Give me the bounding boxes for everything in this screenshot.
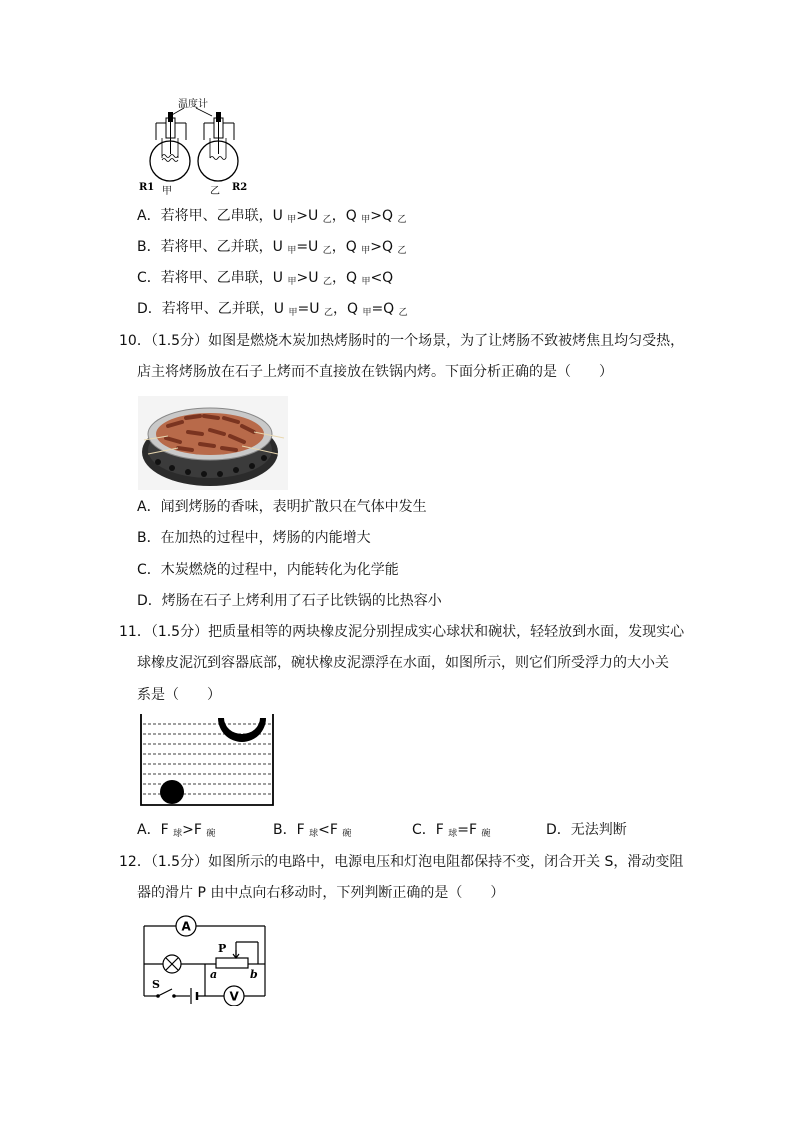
q12-stem-line1: 12．（1.5分）如图所示的电路中，电源电压和灯泡电阻都保持不变，闭合开关 S，滑动变阻 <box>119 854 684 870</box>
q11-option-d: D．无法判断 <box>546 822 627 838</box>
q11-option-c: C．F $_球$=F $_碗$ <box>412 822 491 839</box>
q10-option-b: B．在加热的过程中，烤肠的内能增大 <box>137 530 371 546</box>
q12-stem-line2: 器的滑片 P 由中点向右移动时，下列判断正确的是（ ） <box>137 885 505 901</box>
q9-option-c: C．若将甲、乙串联，U $_甲$>U $_乙$，Q $_甲$<Q <box>137 270 394 287</box>
bowl-shape <box>218 718 266 742</box>
q10-option-d: D．烤肠在石子上烤利用了石子比铁锅的比热容小 <box>137 593 442 609</box>
q12-figure-circuit <box>138 912 270 1006</box>
label-jia: 甲 <box>162 186 172 196</box>
q11-stem-line1: 11．（1.5分）把质量相等的两块橡皮泥分别捏成实心球状和碗状，轻轻放到水面，发现实心 <box>119 624 685 640</box>
flask-right <box>198 112 238 181</box>
q10-figure-grill-photo <box>138 396 288 490</box>
voltmeter-label: V <box>229 989 239 1004</box>
q9-option-d: D．若将甲、乙并联，U $_甲$=U $_乙$，Q $_甲$=Q $_乙$ <box>137 301 408 318</box>
label-yi: 乙 <box>210 186 220 196</box>
slider-label-p: P <box>218 942 227 955</box>
q11-option-b: B．F $_球$<F $_碗$ <box>273 822 352 839</box>
q11-stem-line3: 系是（ ） <box>137 687 221 703</box>
q10-option-a: A．闻到烤肠的香味，表明扩散只在气体中发生 <box>137 499 427 515</box>
ball-shape <box>160 780 184 804</box>
q10-option-c: C．木炭燃烧的过程中，内能转化为化学能 <box>137 562 399 578</box>
q10-stem-line2: 店主将烤肠放在石子上烤而不直接放在铁锅内烤。下面分析正确的是（ ） <box>137 364 613 380</box>
q9-figure-flasks <box>138 96 258 196</box>
label-r1: R1 <box>139 182 155 193</box>
q9-option-a: A．若将甲、乙串联，U $_甲$>U $_乙$，Q $_甲$>Q $_乙$ <box>137 208 407 225</box>
label-r2: R2 <box>232 182 248 193</box>
q9-option-b: B．若将甲、乙并联，U $_甲$=U $_乙$，Q $_甲$>Q $_乙$ <box>137 239 407 256</box>
ammeter-label: A <box>181 919 191 934</box>
rheostat-end-a: a <box>210 968 218 981</box>
thermometer-label: 温度计 <box>178 99 208 110</box>
flask-left <box>150 112 190 181</box>
rheostat-end-b: b <box>250 968 258 981</box>
battery-icon <box>191 988 197 1004</box>
switch-label-s: S <box>152 978 160 991</box>
q11-option-a: A．F $_球$>F $_碗$ <box>137 822 216 839</box>
q11-figure-container <box>138 712 276 808</box>
q10-stem-line1: 10．（1.5分）如图是燃烧木炭加热烤肠时的一个场景，为了让烤肠不致被烤焦且均匀受热， <box>119 333 685 349</box>
lamp-icon <box>163 955 181 973</box>
q11-stem-line2: 球橡皮泥沉到容器底部，碗状橡皮泥漂浮在水面，如图所示，则它们所受浮力的大小关 <box>137 655 669 671</box>
